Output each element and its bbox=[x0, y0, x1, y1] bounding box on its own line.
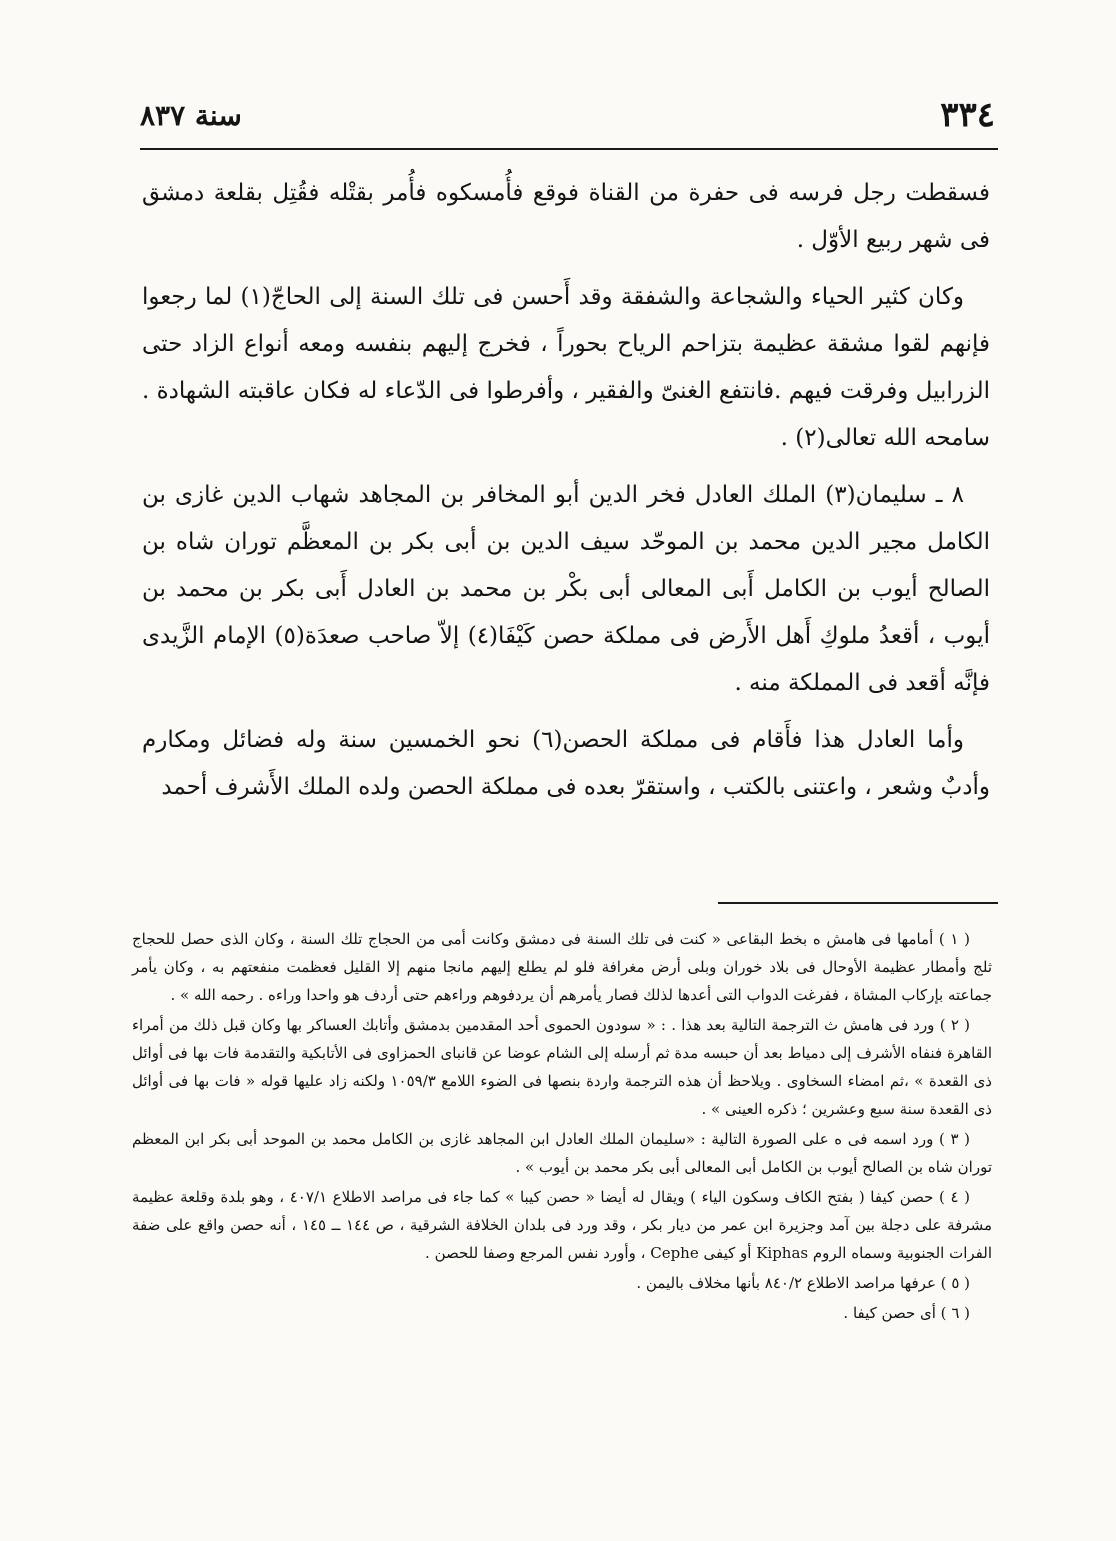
paragraph: فسقطت رجل فرسه فى حفرة من القناة فوقع فأُمسكوه فأُمر بقتْله فقُتِل بقلعة دمشق فى شهر ربيع الأوّل . bbox=[142, 180, 990, 253]
paragraph: وكان كثير الحياء والشجاعة والشفقة وقد أَحسن فى تلك السنة إلى الحاجّ(١) لما رجعوا فإنهم لقوا مشقة عظيمة بتزاحم الرياح بحوراً ، فخرج إليهم بنفسه ومعه أنواع الزاد حتى الزرابيل وفرقت فيهم .فانتفع الغنىّ والفقير ، وأفرطوا فى الدّعاء له فكان عاقبته الشهادة . سامحه الله تعالى(٢) . bbox=[142, 284, 990, 451]
header-rule bbox=[140, 148, 998, 150]
paragraph: ٨ ـ سليمان(٣) الملك العادل فخر الدين أبو المخافر بن المجاهد شهاب الدين غازى بن الكامل مجير الدين محمد بن الموحّد سيف الدين بن أبى بكر بن المعظَّم توران شاه بن الصالح أيوب بن الكامل أَبى المعالى أبى بكْر بن محمد بن العادل أَبى بكر بن محمد بن أيوب ، أقعدُ ملوكِ أَهل الأَرض فى مملكة حصن كَيْفَا(٤) إلاّ صاحب صعدَة(٥) الإمام الزَّيدى فإنَّه أقعد فى المملكة منه . bbox=[142, 482, 990, 696]
footnote: ( ٥ ) عرفها مراصد الاطلاع ٨٤٠/٢ بأنها مخلاف باليمن . bbox=[636, 1274, 970, 1292]
paragraph: وأما العادل هذا فأَقام فى مملكة الحصن(٦) نحو الخمسين سنة وله فضائل ومكارم وأدبٌ وشعر ، واعتنى بالكتب ، واستقرّ بعده فى مملكة الحصن ولده الملك الأَشرف أحمد bbox=[142, 727, 990, 800]
footnotes bbox=[132, 925, 992, 1329]
footnote-rule bbox=[718, 902, 998, 904]
main-text bbox=[142, 170, 990, 821]
page-header bbox=[140, 95, 995, 141]
running-head-year: سنة ٨٣٧ bbox=[140, 99, 242, 132]
footnote: ( ٤ ) حصن كيفا ( بفتح الكاف وسكون الياء ) ويقال له أيضا « حصن كيبا » كما جاء فى مراصد الاطلاع ٤٠٧/١ ، وهو بلدة وقلعة عظيمة مشرفة على دجلة بين آمد وجزيرة ابن عمر من ديار بكر ، وقد ورد فى بلدان الخلافة الشرقية ، ص ١٤٤ ــ ١٤٥ ، أنه حصن واقع على ضفة الفرات الجنوبية وسماه الروم Kiphas أو كيفى Cephe ، وأورد نفس المرجع وصفا للحصن . bbox=[132, 1188, 992, 1262]
page-number: ٣٣٤ bbox=[940, 95, 995, 135]
footnote: ( ١ ) أمامها فى هامش ه بخط البقاعى « كنت فى تلك السنة فى دمشق وكانت أمى من الحجاج تلك السنة ، وكان الذى حصل للحجاج ثلج وأمطار عظيمة الأوحال فى بلاد خوران وبلى أرض مغرافة فلو لم يطلع إليهم مانجا منهم إلا القليل فعظمت منفعتهم به ، وكان يأمر جماعته بإركاب المشاة ، ففرغت الدواب التى أعدها لذلك فصار يأمرهم أن يردفوهم وراءهم حتى أردف هو واحدا وراءه . رحمه الله » . bbox=[132, 930, 992, 1004]
footnote: ( ٢ ) ورد فى هامش ث الترجمة التالية بعد هذا . : « سودون الحموى أحد المقدمين بدمشق وأتابك العساكر بها وكان قبل ذلك من أمراء القاهرة فنفاه الأشرف إلى دمياط بعد أن حبسه مدة ثم أرسله إلى الشام عوضا عن قانباى الحمزاوى فى الأتابكية والتقدمة فات بها فى أوائل ذى القعدة » ،ثم امضاء السخاوى . ويلاحظ أن هذه الترجمة واردة بنصها فى الضوء اللامع ١٠٥٩/٣ ولكنه زاد عليها قوله « فات بها فى أوائل ذى القعدة سنة سبع وعشرين ؛ ذكره العينى » . bbox=[132, 1016, 992, 1118]
footnote: ( ٣ ) ورد اسمه فى ه على الصورة التالية : «سليمان الملك العادل ابن المجاهد غازى بن الكامل محمد بن الموحد أبى بكر ابن المعظم توران شاه بن الصالح أيوب بن الكامل أبى المعالى أبى بكر محمد بن أيوب » . bbox=[132, 1130, 992, 1176]
footnote: ( ٦ ) أى حصن كيفا . bbox=[843, 1304, 970, 1322]
